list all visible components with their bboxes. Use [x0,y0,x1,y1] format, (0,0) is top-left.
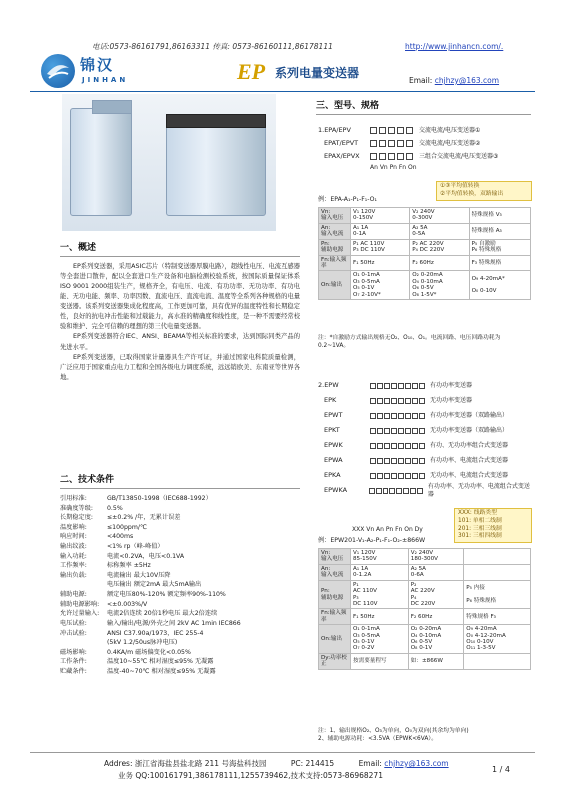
model-row [318,408,533,423]
spec-table-head: Pn: 辅助电源 [319,239,351,255]
spec-table-row [319,255,531,271]
spec-value: (5kV 1.2/50us脉冲电压) [107,639,178,647]
product-box-left [70,108,132,216]
header-email-label: Email: [409,76,433,85]
spec-key: 引用标准: [60,495,87,502]
spec-row [60,580,305,590]
logo-cn-text: 锦汉 [80,56,115,74]
model-code: EPKA [324,471,341,480]
spec-row [60,600,305,610]
model-note-line: ②平均值转换，双路输出 [440,190,504,197]
spec-table-cell: V₁ 120V 0-150V [351,208,410,224]
spec-row [60,657,305,667]
spec-table-row [319,239,531,255]
model-group1 [318,124,533,163]
spec-row [60,504,305,514]
spec-table-cell: O₂ 0-20mA O₄ 0-10mA O₆ 0-5V O₈ 0-1V [408,625,464,654]
model-row [318,137,533,150]
spec-table-cell [464,564,531,580]
spec-row [60,494,305,504]
spec-row [60,667,305,677]
spec-table-cell: 特殊规格 F₃ [464,609,531,625]
logo-en-text: JINHAN [82,76,129,84]
footer-address [104,759,449,768]
model-row [318,453,533,468]
spec-table-head: Vn: 输入电压 [319,549,351,565]
spec-table-cell: V₁ 120V 85-150V [351,549,409,565]
title-ep: EP [237,59,266,84]
header-email [409,76,499,85]
spec-table-head: Dy:功率校正 [319,653,351,669]
spec-value: 电压输出 额定2mA 最大5mA输出 [107,581,202,589]
model-row [318,124,533,137]
spec-key [60,638,107,648]
spec-key: 准确度等级: [60,504,94,512]
spec-table-cell [464,549,531,565]
spec-table-cell: P₁ AC 110V P₃ DC 110V [351,239,410,255]
spec-row [60,648,305,658]
spec-key: 允许过量输入: [60,610,100,618]
spec-table-cell: V₂ 240V 180-300V [408,549,464,565]
spec-row [60,590,305,600]
model-note-line: ①③平均值转换 [440,183,480,189]
spec-table-cell: F₁ 50Hz [351,255,410,271]
spec-key [60,580,107,590]
model-desc: 交流电流/电压变送器① [419,126,481,134]
spec-value: 温度-40~70℃ 相对湿度≤95% 无凝露 [107,667,216,675]
model-code: EPWA [324,456,343,465]
spec-table-head: On:输出 [319,271,351,300]
model-row [318,150,533,163]
footer-addr-text: Addres: 浙江省海盐县盐北路 211 号海盐科技园 [104,759,267,768]
spec-value: <±0.003%/V [107,600,148,608]
spec-table-row [319,549,531,565]
model-divider [316,114,531,115]
model-desc: 有功、无功功率组合式变送器 [430,441,509,449]
model-code: 1.EPA/EPV [318,126,351,135]
model-row [318,468,533,483]
model-code: EPAX/EPVX [324,152,360,161]
spec-row [60,552,305,562]
logo-icon [41,54,75,88]
footer-qq: 业务 QQ:100161791,386178111,1255739462,技术支持:0573-86968271 [118,771,383,780]
spec-table-row [319,223,531,239]
model-row [318,438,533,453]
spec-table-cell: F₃ 特殊规格 [469,255,530,271]
spec-table-cell: O₉ 4-20mA* O₀ 0-10V [469,271,530,300]
tech-divider [60,488,300,489]
header-url-link[interactable]: http://www.jinhancn.com/. [405,42,504,51]
spec-key: 辅助电源影响: [60,600,100,608]
model-group2-lines [454,508,532,543]
spec-table-cell: P₅ 自激励 P₆ 特殊规格 [469,239,530,255]
spec-key: 输出纹波: [60,543,87,551]
spec-value: ≤±0.2% /年，无累计误差 [107,514,181,522]
model-note-line: 2、辅助电源功耗：<3.5VA（EPWK<6VA）。 [318,735,437,742]
spec-table-cell: O₁ 0-1mA O₃ 0-5mA O₅ 0-1V O₇ 2-10V* [351,271,410,300]
spec-value: 温度10~55℃ 相对湿度≤95% 无凝露 [107,658,214,666]
spec-table-head: Vn: 输入电压 [319,208,351,224]
model-code: EPKT [324,426,340,435]
spec-table-cell: 特殊规格 V₃ [469,208,530,224]
model-desc: 无功功率变送器 [430,396,473,404]
spec-row [60,523,305,533]
product-box-left-top [92,100,132,114]
spec-table-cell: O₂ 0-20mA O₄ 0-10mA O₆ 0-5V O₈ 1-5V* [410,271,469,300]
spec-key: 贮藏条件: [60,667,87,675]
overview-divider [60,256,300,257]
product-box-right [166,122,266,216]
header-divider [30,91,535,92]
spec-key: 输出负载: [60,571,87,579]
spec-table-cell: P₂ AC 220V P₄ DC 220V [408,580,464,609]
model-row [318,483,533,498]
spec-key: 辅助电源: [60,591,87,599]
spec-table-cell: V₂ 240V 0-300V [410,208,469,224]
spec-table-cell: O₁ 0-1mA O₃ 0-5mA O₅ 0-1V O₇ 0-2V [351,625,409,654]
model-desc: 无功功率变送器（双路输出） [430,426,509,434]
spec-table-cell: 如：±866W [408,653,464,669]
spec-key: 工作条件: [60,658,87,666]
model-group1-codes: An Vn Pn Fn On [370,164,417,171]
spec-value: 电流<0.2VA，电压<0.1VA [107,552,185,560]
spec-value: 电流输出 最大10V压降 [107,571,171,579]
spec-table-cell: P₅ 内接 P₆ 特殊规格 [464,580,531,609]
spec-row [60,619,305,629]
product-photo [62,94,276,231]
model-code: 2.EPW [318,381,339,390]
model-desc: 三组合交流电流/电压变送器③ [419,152,499,160]
overview-paragraph: EP系列变送器，采用ASIC芯片（特制变送器厚膜电路），超线性电压、电流互感器等全套进口散件，配以全套进口生产设备和电脑检测校验系统，按国际质量保证体系ISO 9001 2000组装生产，规格齐全，有电压、电流、有功功率、无功功率、有功电能、无功电能、频率、功率因数、直流电压、直流电流、温度等全系列各种规格的电量变送器。该系列变送器集成化程度高，工作更加可靠，具有优异的温度特性和长期稳定性，良好的抗电冲击性能和过载能力，高水准的精确度和线性度，是一种不需要经常校验和维护、完全可信赖的理想的第三代电量变送器。 [60,263,300,331]
model-heading: 三、型号、规格 [316,101,380,111]
spec-table-row [319,208,531,224]
title-cn: 系列电量变送器 [275,66,360,80]
header-email-link[interactable]: chjhzy@163.com [434,76,500,85]
model-desc: 有功功率变送器（双路输出） [430,411,509,419]
model-code: EPWKA [324,486,348,495]
spec-key: 磁场影响: [60,648,87,656]
spec-table-head: Fn:输入频率 [319,609,351,625]
model-row [318,423,533,438]
model-desc: 交流电流/电压变送器② [419,139,481,147]
spec-value: 电流2倍连续 20倍1秒电压 最大2倍连续 [107,610,218,618]
model-line-type: 101: 单相二线制 [458,517,502,524]
spec-table-cell: A₂ 5A 0-6A [408,564,464,580]
spec-row [60,513,305,523]
model-line-type: 301: 三相四线制 [458,533,502,540]
model-table1 [318,207,531,300]
spec-table-cell: P₁ AC 110V P₃ DC 110V [351,580,409,609]
spec-table-row [319,271,531,300]
model-table2 [318,548,531,670]
spec-table-row [319,564,531,580]
spec-table-cell: A₂ 5A 0-5A [410,223,469,239]
spec-table-head: An: 输入电流 [319,223,351,239]
spec-table-cell: F₁ 50Hz [351,609,409,625]
spec-row [60,532,305,542]
overview-paragraph: EP系列变送器，已取得国家计量器具生产许可证，并通过国家电科院质量检测，广泛应用于国家重点电力工程和全国各级电力调度系统，远远销欧美、东南亚等世界各地。 [60,353,300,381]
model-row [318,378,533,393]
spec-key: 输入功耗: [60,552,87,560]
tech-spec-list [60,494,305,677]
spec-table-cell: A₁ 1A 0-1A [351,223,410,239]
model-group1-notes [436,181,532,201]
model-code: EPAT/EPVT [324,139,359,148]
spec-table-head: Pn: 辅助电源 [319,580,351,609]
spec-table-head: Fn:输入频率 [319,255,351,271]
model-line-type: XXX: 线路类型 [458,510,497,516]
spec-row [60,561,305,571]
model-code: EPWT [324,411,343,420]
spec-value: <1% rp（峰-峰值） [107,543,164,551]
model-group2-example: 例：EPW201-V₁-A₂-P₁-F₁-O₂-±866W [318,537,426,544]
spec-value: ≤100ppm/℃ [107,523,147,531]
spec-value: 标称频率 ±5Hz [107,562,151,570]
spec-table-cell: 特殊规格 A₃ [469,223,530,239]
spec-key: 温度影响: [60,523,87,531]
footer-divider [30,752,535,753]
spec-key: 响应时间: [60,533,87,541]
model-note-line: 注：1、输出规格O₂、O₃为单向，O₀为双向(其余均为单向) [318,728,469,734]
overview-body [60,262,300,383]
spec-value: <400ms [107,533,134,541]
spec-table-cell [464,653,531,669]
spec-value: 额定电压80%-120% 额定频率90%-110% [107,591,226,599]
model-group2 [318,378,533,498]
spec-table-cell: F₂ 60Hz [408,609,464,625]
overview-paragraph: EP系列变送器符合IEC、ANSI、BEAMA等相关标准的要求，达到国际同类产品的先进水平。 [60,333,300,351]
model-desc: 有功功率变送器 [430,381,473,389]
model-desc: 有功功率、电流组合式变送器 [430,456,509,464]
spec-value: 输入/输出/电源/外壳之间 2kV AC 1min IEC866 [107,619,241,627]
model-table1-note: 注：*自激励方式输出规格无O₂、O₁₀、O₁。电流回路、电压回路功耗为0.2~1VA。 [318,335,501,349]
spec-table-row [319,609,531,625]
footer-email-link[interactable]: chjhzy@163.com [384,759,449,768]
tech-heading: 二、技术条件 [60,475,115,485]
spec-key: 工作频率: [60,562,87,570]
spec-table-cell: P₂ AC 220V P₄ DC 220V [410,239,469,255]
model-row [318,393,533,408]
spec-table-head: On:输出 [319,625,351,654]
spec-key: 长期稳定度: [60,514,94,522]
product-terminal-strip [166,114,266,128]
spec-table-row [319,625,531,654]
spec-table-cell: O₉ 4-20mA O₀ 4-12-20mA O₁₀ 0-10V O₁₁ 1-3-5V [464,625,531,654]
model-line-type: 201: 三相三线制 [458,525,502,532]
model-group2-codes: XXX Vn An Pn Fn On Dy [352,526,423,533]
footer-pc: PC: 214415 [290,759,335,768]
spec-row [60,609,305,619]
spec-value: 0.4KA/m 磁场偏变化<0.05% [107,648,191,656]
spec-key: 电压试验: [60,619,87,627]
spec-table-cell: F₂ 60Hz [410,255,469,271]
spec-value: ANSI C37.90a/1973，IEC 255-4 [107,629,204,637]
model-code: EPK [324,396,337,405]
spec-row [60,638,305,648]
spec-table-cell: 按需要量程写 [351,653,409,669]
page-number: 1 / 4 [492,765,510,774]
model-desc: 无功功率、电流组合式变送器 [430,471,509,479]
header-contact: 电话:0573-86161791,86163311 传真: 0573-86160111,86178111 [92,42,333,51]
spec-row [60,629,305,639]
overview-heading: 一、概述 [60,243,97,253]
model-code: EPWK [324,441,343,450]
model-table2-notes [318,728,531,744]
spec-row [60,542,305,552]
spec-value: 0.5% [107,504,123,512]
model-group1-example: 例：EPA-A₁-P₁-F₁-O₁ [318,196,377,203]
spec-key: 冲击试验: [60,629,87,637]
spec-table-head: An: 输入电流 [319,564,351,580]
footer-email-label: Email: [358,759,382,768]
spec-table-row [319,580,531,609]
spec-value: GB/T13850-1998（IEC688-1992） [107,495,212,502]
spec-row [60,571,305,581]
spec-table-row [319,653,531,669]
model-desc: 有功功率、无功功率、电流组合式变送器 [427,483,530,498]
spec-table-cell: A₁ 1A 0-1.2A [351,564,409,580]
